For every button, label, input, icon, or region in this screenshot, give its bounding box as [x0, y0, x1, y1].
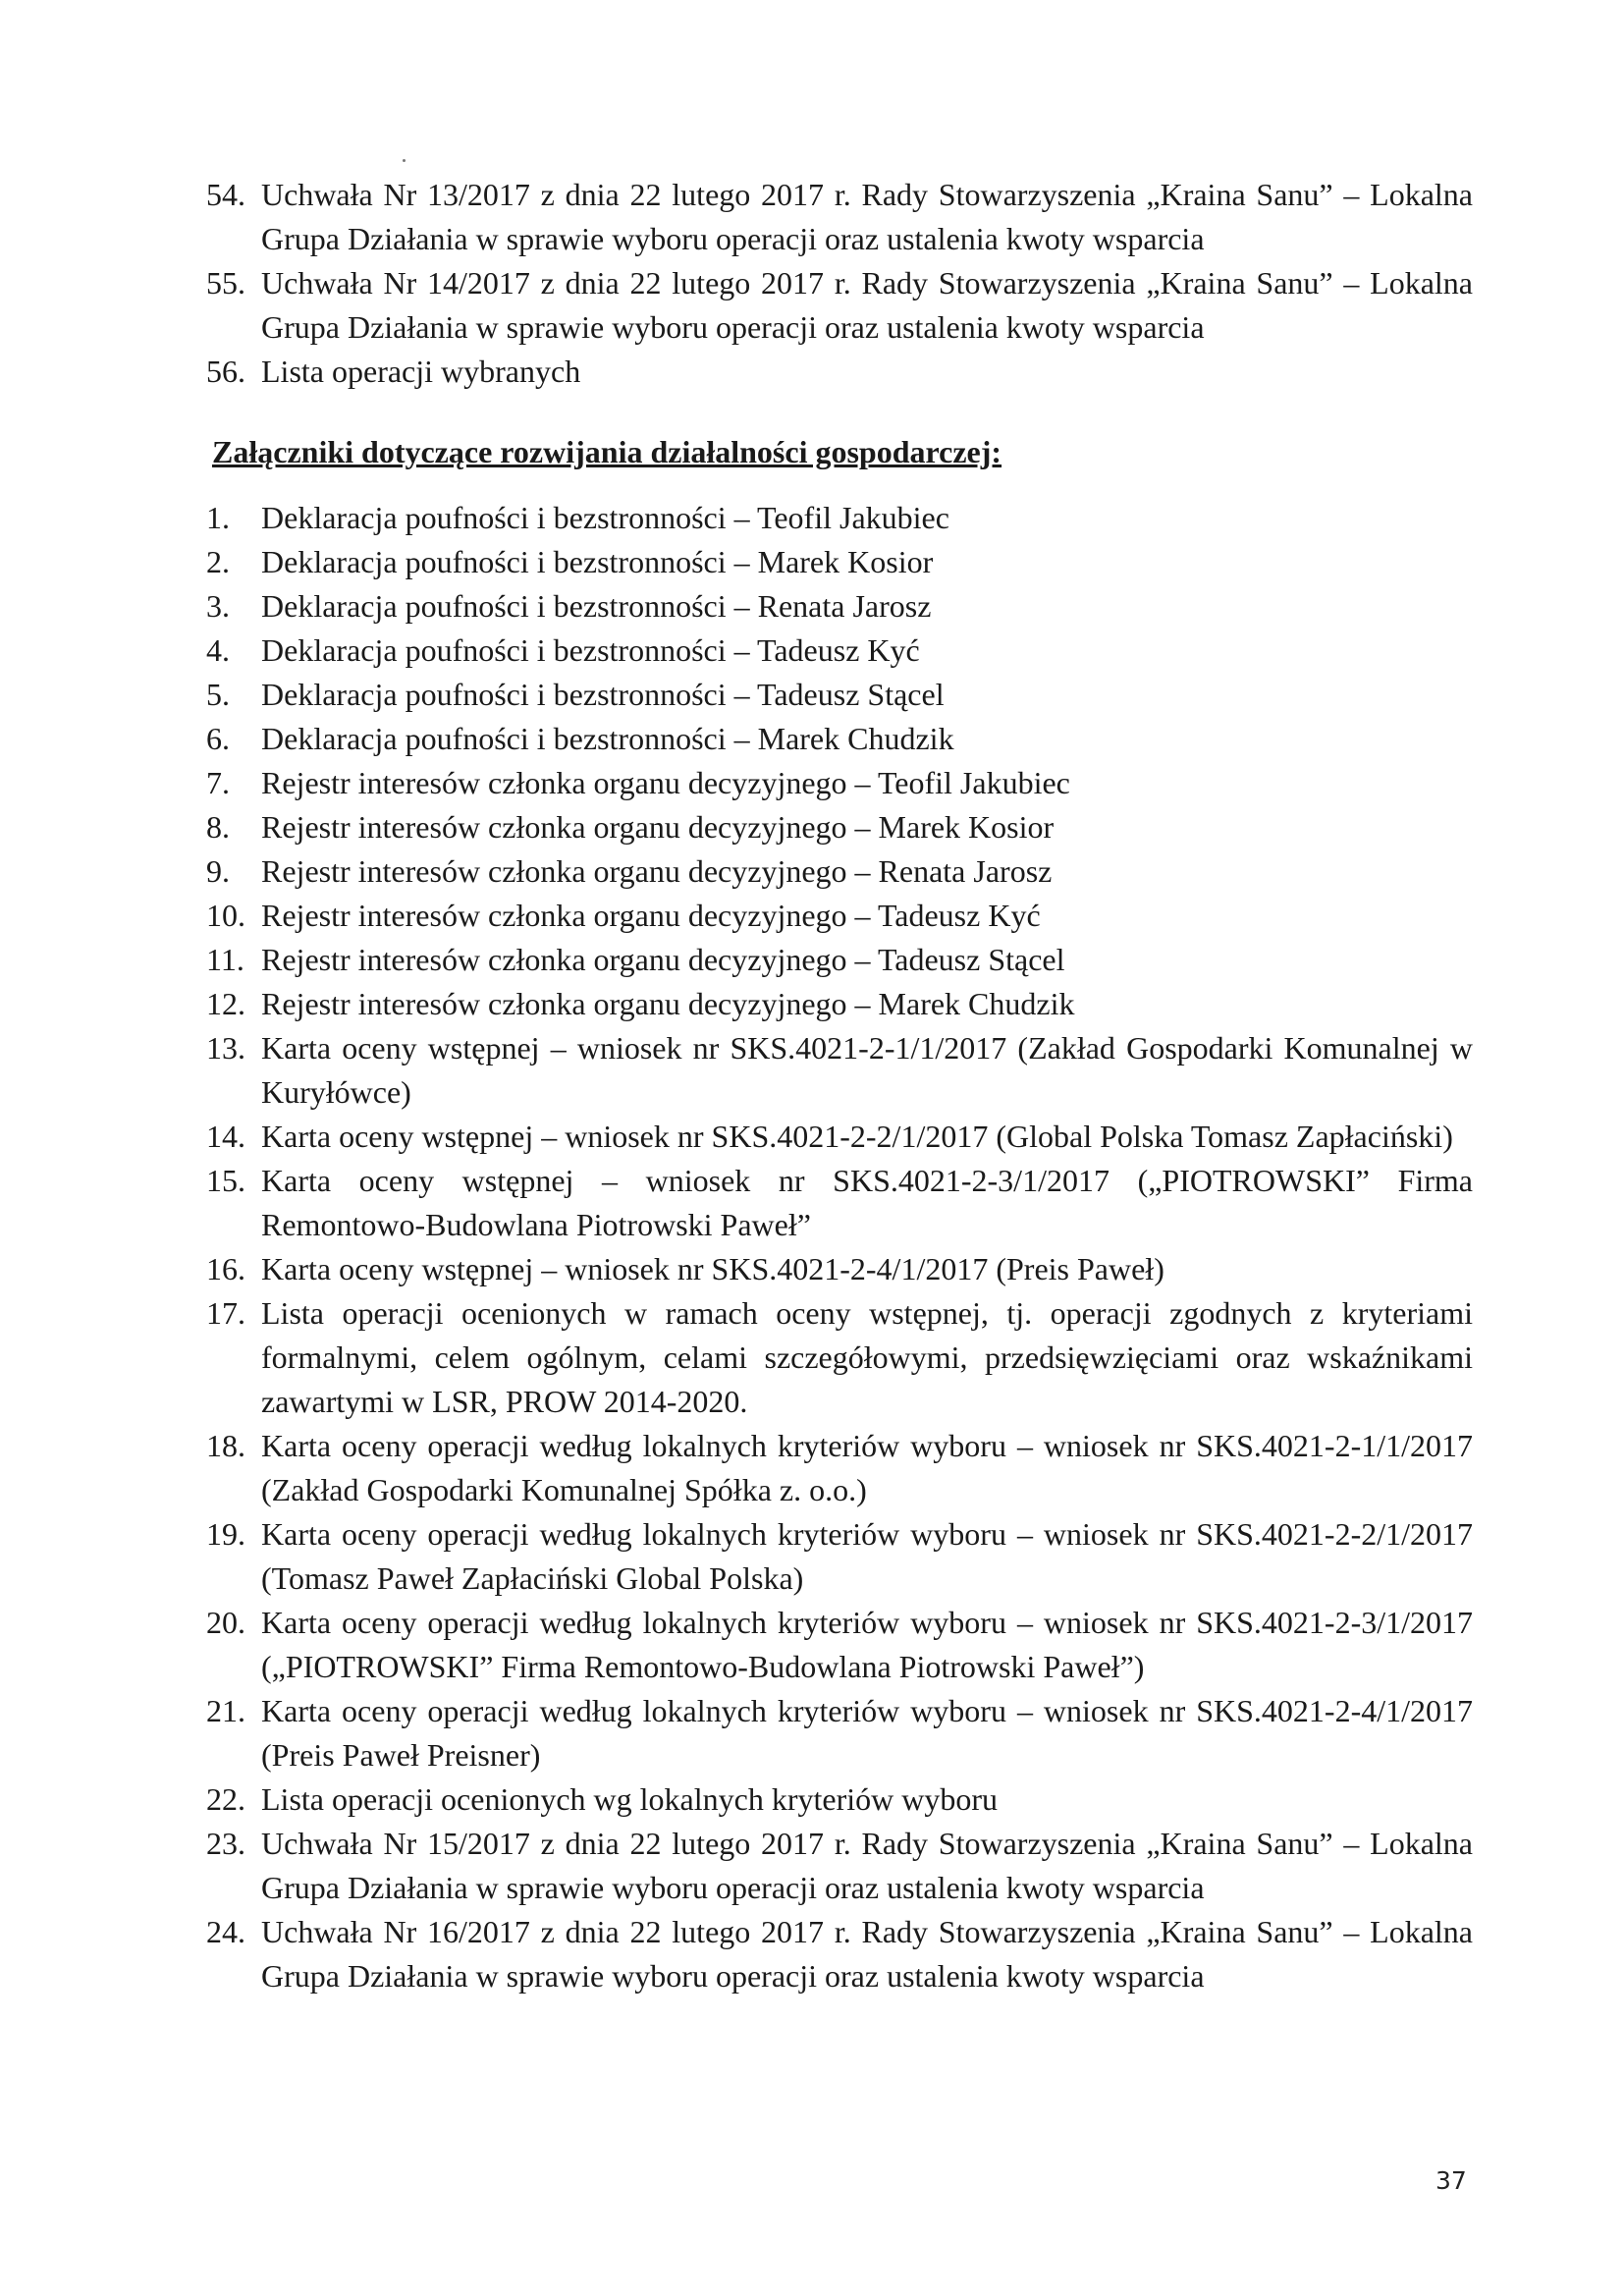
item-text: Rejestr interesów członka organu decyzyjnego – Marek Chudzik [261, 986, 1075, 1021]
item-number: 9. [206, 853, 230, 889]
item-number: 22. [206, 1781, 245, 1817]
list-item [206, 350, 1473, 394]
scan-speck [403, 159, 406, 162]
list-item [206, 982, 1473, 1026]
item-number: 4. [206, 632, 230, 668]
item-text: Karta oceny operacji według lokalnych kryteriów wyboru – wniosek nr SKS.4021-2-1/1/2017 (Zakład Gospodarki Komunalnej Spółka z. o.o.) [261, 1428, 1473, 1507]
list-item [206, 938, 1473, 982]
item-number: 24. [206, 1914, 245, 1949]
item-text: Deklaracja poufności i bezstronności – Tadeusz Kyć [261, 632, 920, 668]
list-item [206, 1247, 1473, 1291]
item-number: 16. [206, 1251, 245, 1286]
list-item [206, 261, 1473, 350]
item-number: 21. [206, 1693, 245, 1728]
item-number: 7. [206, 765, 230, 800]
list-item [206, 894, 1473, 938]
item-number: 2. [206, 544, 230, 579]
item-text: Karta oceny wstępnej – wniosek nr SKS.4021-2-4/1/2017 (Preis Paweł) [261, 1251, 1164, 1286]
item-number: 19. [206, 1516, 245, 1552]
item-number: 13. [206, 1030, 245, 1066]
item-text: Deklaracja poufności i bezstronności – Teofil Jakubiec [261, 500, 949, 535]
item-number: 55. [206, 265, 245, 301]
item-number: 6. [206, 721, 230, 756]
list-item [206, 761, 1473, 805]
list-item [206, 805, 1473, 849]
list-item [206, 673, 1473, 717]
item-text: Karta oceny wstępnej – wniosek nr SKS.4021-2-3/1/2017 („PIOTROWSKI” Firma Remontowo-Budowlana Piotrowski Paweł” [261, 1163, 1473, 1242]
list-item [206, 1512, 1473, 1601]
list-item [206, 1424, 1473, 1512]
list-item [206, 1601, 1473, 1689]
item-number: 15. [206, 1163, 245, 1198]
list-item [206, 1822, 1473, 1910]
page-number: 37 [1435, 2166, 1467, 2195]
list-item [206, 173, 1473, 261]
item-text: Lista operacji ocenionych w ramach oceny wstępnej, tj. operacji zgodnych z kryteriami formalnymi, celem ogólnym, celami szczegółowymi, przedsięwzięciami oraz wskaźnikami zawartymi w LSR, PROW 2014-2020. [261, 1295, 1473, 1419]
section-heading: Załączniki dotyczące rozwijania działalności gospodarczej: [212, 434, 1002, 469]
item-text: Uchwała Nr 15/2017 z dnia 22 lutego 2017 r. Rady Stowarzyszenia „Kraina Sanu” – Lokalna Grupa Działania w sprawie wyboru operacji oraz ustalenia kwoty wsparcia [261, 1826, 1473, 1905]
item-text: Uchwała Nr 14/2017 z dnia 22 lutego 2017 r. Rady Stowarzyszenia „Kraina Sanu” – Lokalna Grupa Działania w sprawie wyboru operacji oraz ustalenia kwoty wsparcia [261, 265, 1473, 345]
item-text: Karta oceny wstępnej – wniosek nr SKS.4021-2-2/1/2017 (Global Polska Tomasz Zapłaciński) [261, 1119, 1453, 1154]
item-text: Uchwała Nr 16/2017 z dnia 22 lutego 2017 r. Rady Stowarzyszenia „Kraina Sanu” – Lokalna Grupa Działania w sprawie wyboru operacji oraz ustalenia kwoty wsparcia [261, 1914, 1473, 1994]
list-item [206, 1159, 1473, 1247]
item-number: 20. [206, 1605, 245, 1640]
item-text: Rejestr interesów członka organu decyzyjnego – Tadeusz Kyć [261, 898, 1041, 933]
item-text: Deklaracja poufności i bezstronności – Renata Jarosz [261, 588, 932, 624]
item-text: Karta oceny operacji według lokalnych kryteriów wyboru – wniosek nr SKS.4021-2-2/1/2017 (Tomasz Paweł Zapłaciński Global Polska) [261, 1516, 1473, 1596]
list-item [206, 1291, 1473, 1424]
item-number: 14. [206, 1119, 245, 1154]
item-text: Deklaracja poufności i bezstronności – Tadeusz Stącel [261, 677, 945, 712]
item-text: Deklaracja poufności i bezstronności – Marek Kosior [261, 544, 934, 579]
item-text: Lista operacji ocenionych wg lokalnych kryteriów wyboru [261, 1781, 998, 1817]
list-item [206, 1026, 1473, 1115]
item-number: 56. [206, 354, 245, 389]
item-number: 10. [206, 898, 245, 933]
item-number: 8. [206, 809, 230, 845]
item-text: Deklaracja poufności i bezstronności – Marek Chudzik [261, 721, 954, 756]
list-item [206, 717, 1473, 761]
item-number: 17. [206, 1295, 245, 1331]
item-text: Rejestr interesów członka organu decyzyjnego – Tadeusz Stącel [261, 942, 1065, 977]
previous-attachments-list [206, 173, 1473, 394]
item-number: 54. [206, 177, 245, 212]
list-item [206, 1777, 1473, 1822]
list-item [206, 584, 1473, 629]
item-number: 18. [206, 1428, 245, 1463]
item-number: 23. [206, 1826, 245, 1861]
item-text: Uchwała Nr 13/2017 z dnia 22 lutego 2017 r. Rady Stowarzyszenia „Kraina Sanu” – Lokalna Grupa Działania w sprawie wyboru operacji oraz ustalenia kwoty wsparcia [261, 177, 1473, 256]
item-number: 1. [206, 500, 230, 535]
item-text: Karta oceny operacji według lokalnych kryteriów wyboru – wniosek nr SKS.4021-2-3/1/2017 („PIOTROWSKI” Firma Remontowo-Budowlana Piotrowski Paweł”) [261, 1605, 1473, 1684]
item-text: Karta oceny operacji według lokalnych kryteriów wyboru – wniosek nr SKS.4021-2-4/1/2017 (Preis Paweł Preisner) [261, 1693, 1473, 1773]
business-attachments-list [206, 496, 1473, 1998]
item-number: 11. [206, 942, 244, 977]
list-item [206, 849, 1473, 894]
list-item [206, 1115, 1473, 1159]
list-item [206, 1910, 1473, 1998]
item-text: Rejestr interesów członka organu decyzyjnego – Renata Jarosz [261, 853, 1053, 889]
list-item [206, 496, 1473, 540]
list-item [206, 540, 1473, 584]
item-text: Rejestr interesów członka organu decyzyjnego – Teofil Jakubiec [261, 765, 1070, 800]
item-number: 12. [206, 986, 245, 1021]
item-text: Karta oceny wstępnej – wniosek nr SKS.4021-2-1/1/2017 (Zakład Gospodarki Komunalnej w Kuryłówce) [261, 1030, 1473, 1110]
item-text: Lista operacji wybranych [261, 354, 581, 389]
item-text: Rejestr interesów członka organu decyzyjnego – Marek Kosior [261, 809, 1055, 845]
item-number: 5. [206, 677, 230, 712]
list-item [206, 1689, 1473, 1777]
list-item [206, 629, 1473, 673]
item-number: 3. [206, 588, 230, 624]
